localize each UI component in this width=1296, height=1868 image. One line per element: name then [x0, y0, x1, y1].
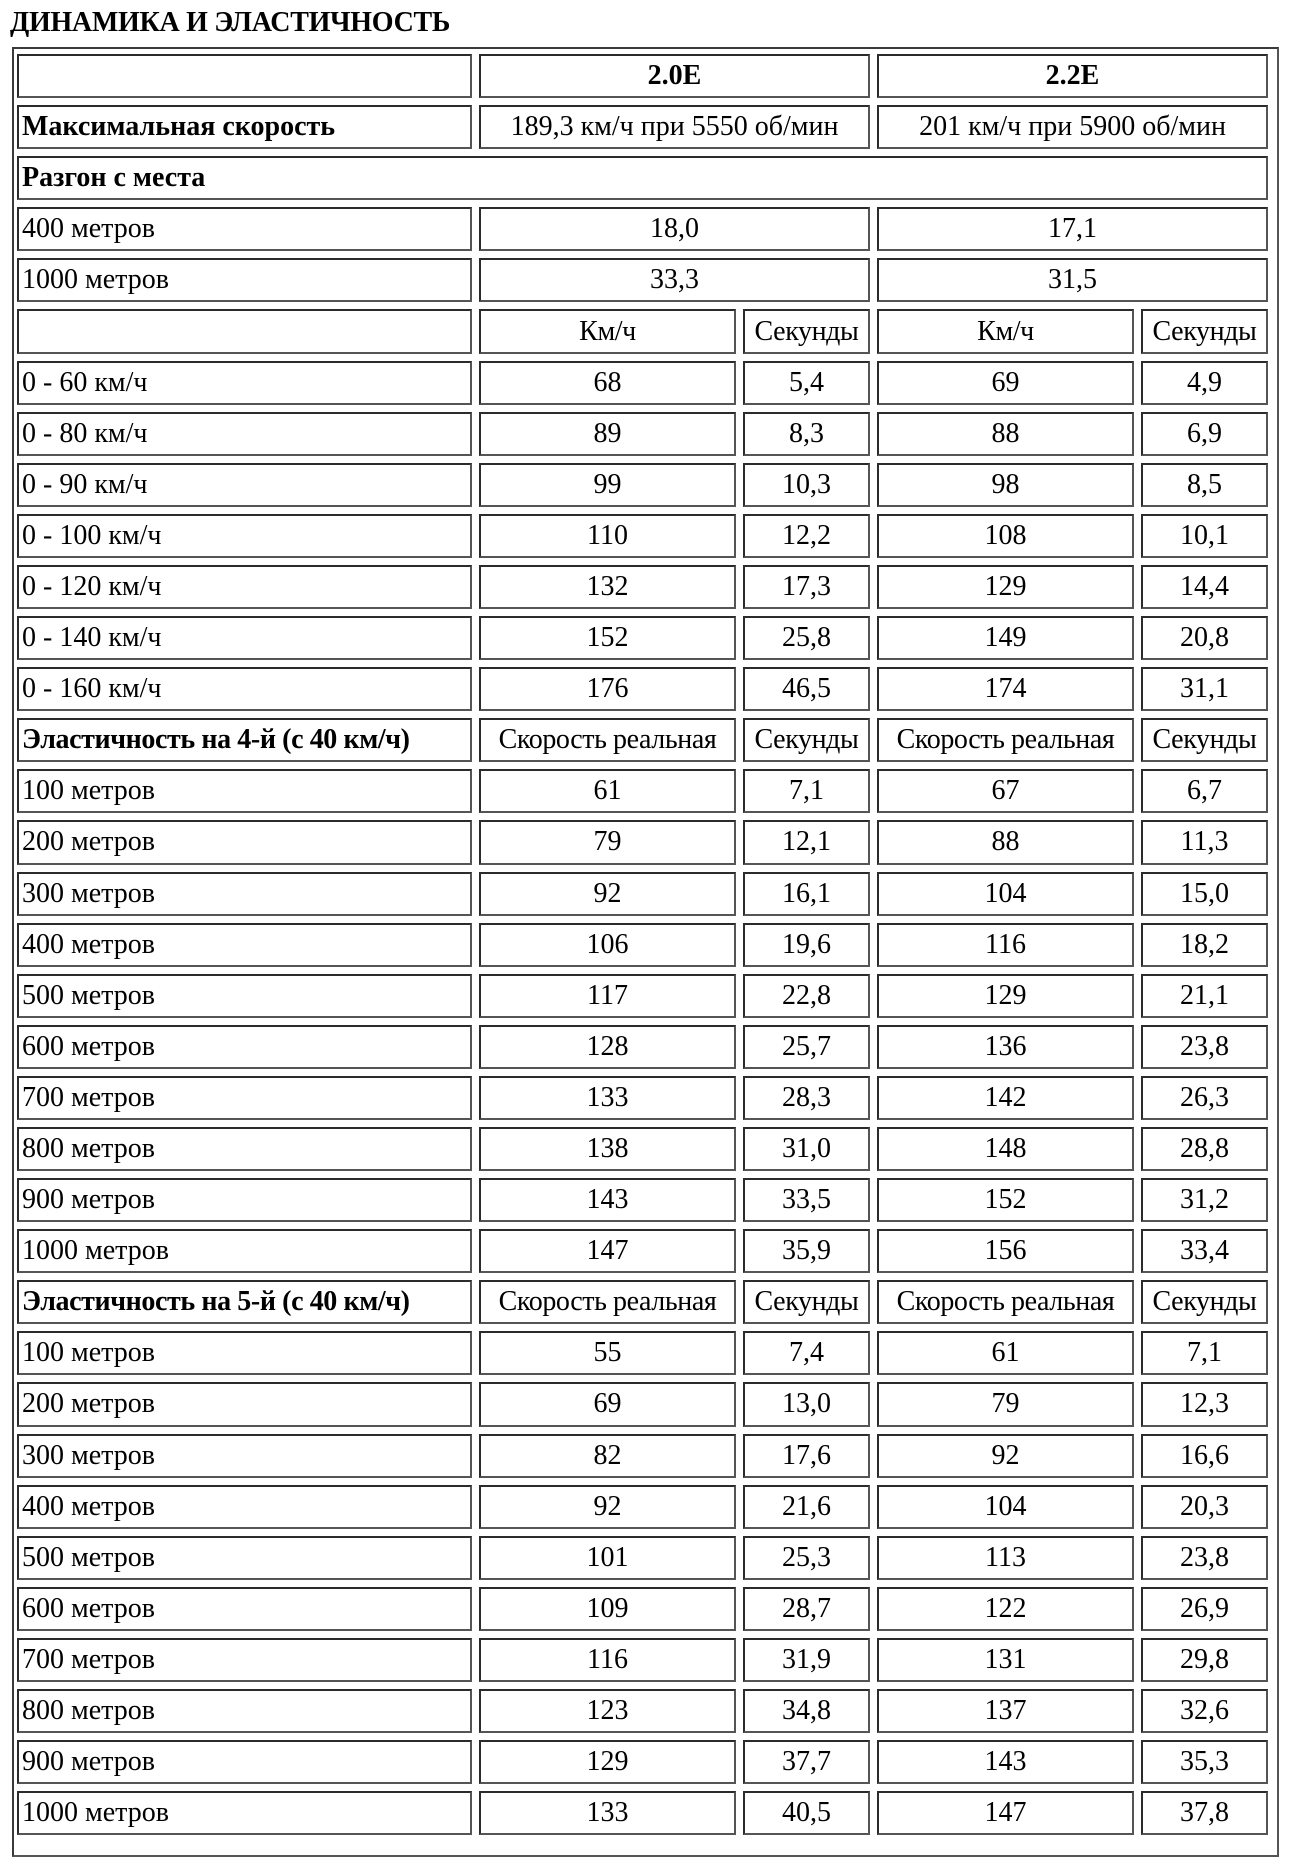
cell-value: 68 [479, 361, 736, 405]
row-label: 1000 метров [17, 258, 472, 302]
table-row [17, 1689, 1268, 1733]
column-header: Скорость реальная [479, 1280, 736, 1324]
cell-value: 18,2 [1141, 923, 1268, 967]
cell-value: 149 [877, 616, 1134, 660]
cell-value: 69 [877, 361, 1134, 405]
cell-value: 21,1 [1141, 974, 1268, 1018]
section-title: Разгон с места [17, 156, 1268, 200]
cell-value: 67 [877, 769, 1134, 813]
row-label: 0 - 140 км/ч [17, 616, 472, 660]
cell-value: 123 [479, 1689, 736, 1733]
cell-value: 147 [877, 1791, 1134, 1835]
cell-value: 88 [877, 820, 1134, 864]
cell-value: 31,5 [877, 258, 1268, 302]
cell-value: 16,6 [1141, 1434, 1268, 1478]
cell-value: 29,8 [1141, 1638, 1268, 1682]
cell-value: 189,3 км/ч при 5550 об/мин [479, 105, 870, 149]
corner-cell [17, 54, 472, 98]
cell-value: 37,8 [1141, 1791, 1268, 1835]
cell-value: 99 [479, 463, 736, 507]
max-speed-row [17, 105, 1268, 149]
cell-value: 31,1 [1141, 667, 1268, 711]
row-label: 100 метров [17, 1331, 472, 1375]
cell-value: 5,4 [743, 361, 870, 405]
cell-value: 92 [479, 1485, 736, 1529]
row-label: 800 метров [17, 1689, 472, 1733]
table-row [17, 923, 1268, 967]
cell-value: 31,0 [743, 1127, 870, 1171]
cell-value: 108 [877, 514, 1134, 558]
cell-value: 46,5 [743, 667, 870, 711]
cell-value: 79 [479, 820, 736, 864]
cell-value: 129 [877, 974, 1134, 1018]
column-header: Скорость реальная [877, 718, 1134, 762]
cell-value: 7,1 [743, 769, 870, 813]
table-row [17, 1536, 1268, 1580]
cell-value: 147 [479, 1229, 736, 1273]
row-label: 800 метров [17, 1127, 472, 1171]
dynamics-table-body [17, 54, 1268, 1835]
cell-value: 12,3 [1141, 1382, 1268, 1426]
row-label: 900 метров [17, 1178, 472, 1222]
column-header: Скорость реальная [877, 1280, 1134, 1324]
cell-value: 15,0 [1141, 872, 1268, 916]
table-row [17, 974, 1268, 1018]
cell-value: 131 [877, 1638, 1134, 1682]
cell-value: 101 [479, 1536, 736, 1580]
row-label: 0 - 160 км/ч [17, 667, 472, 711]
cell-value: 10,1 [1141, 514, 1268, 558]
row-label: 100 метров [17, 769, 472, 813]
section-title: Эластичность на 5-й (с 40 км/ч) [17, 1280, 472, 1324]
cell-value: 12,1 [743, 820, 870, 864]
table-row [17, 1740, 1268, 1784]
cell-value: 20,3 [1141, 1485, 1268, 1529]
cell-value: 174 [877, 667, 1134, 711]
section-title [17, 309, 472, 353]
row-label: 1000 метров [17, 1229, 472, 1273]
cell-value: 17,6 [743, 1434, 870, 1478]
cell-value: 8,5 [1141, 463, 1268, 507]
row-label: 0 - 100 км/ч [17, 514, 472, 558]
cell-value: 21,6 [743, 1485, 870, 1529]
cell-value: 110 [479, 514, 736, 558]
table-row [17, 820, 1268, 864]
model-header: 2.0E [479, 54, 870, 98]
cell-value: 4,9 [1141, 361, 1268, 405]
table-row [17, 1229, 1268, 1273]
table-row [17, 1331, 1268, 1375]
cell-value: 19,6 [743, 923, 870, 967]
cell-value: 89 [479, 412, 736, 456]
row-label: 300 метров [17, 872, 472, 916]
dynamics-table [10, 47, 1275, 1842]
cell-value: 55 [479, 1331, 736, 1375]
column-header: Секунды [743, 1280, 870, 1324]
cell-value: 117 [479, 974, 736, 1018]
cell-value: 201 км/ч при 5900 об/мин [877, 105, 1268, 149]
table-row [17, 1485, 1268, 1529]
cell-value: 6,7 [1141, 769, 1268, 813]
table-row [17, 667, 1268, 711]
cell-value: 61 [877, 1331, 1134, 1375]
cell-value: 16,1 [743, 872, 870, 916]
cell-value: 35,3 [1141, 1740, 1268, 1784]
cell-value: 40,5 [743, 1791, 870, 1835]
section-title: Эластичность на 4-й (с 40 км/ч) [17, 718, 472, 762]
cell-value: 17,1 [877, 207, 1268, 251]
cell-value: 20,8 [1141, 616, 1268, 660]
page-title: ДИНАМИКА И ЭЛАСТИЧНОСТЬ [10, 7, 451, 38]
cell-value: 176 [479, 667, 736, 711]
row-label: 700 метров [17, 1076, 472, 1120]
column-header: Км/ч [479, 309, 736, 353]
cell-value: 25,3 [743, 1536, 870, 1580]
cell-value: 10,3 [743, 463, 870, 507]
row-label: 0 - 120 км/ч [17, 565, 472, 609]
cell-value: 132 [479, 565, 736, 609]
row-label: 0 - 90 км/ч [17, 463, 472, 507]
row-label: 1000 метров [17, 1791, 472, 1835]
cell-value: 17,3 [743, 565, 870, 609]
row-label: 700 метров [17, 1638, 472, 1682]
cell-value: 25,8 [743, 616, 870, 660]
cell-value: 116 [479, 1638, 736, 1682]
section-header-row [17, 1280, 1268, 1324]
cell-value: 109 [479, 1587, 736, 1631]
column-header: Км/ч [877, 309, 1134, 353]
cell-value: 18,0 [479, 207, 870, 251]
cell-value: 152 [877, 1178, 1134, 1222]
cell-value: 33,4 [1141, 1229, 1268, 1273]
cell-value: 138 [479, 1127, 736, 1171]
row-label: 500 метров [17, 974, 472, 1018]
table-row [17, 1434, 1268, 1478]
cell-value: 61 [479, 769, 736, 813]
row-label: 0 - 60 км/ч [17, 361, 472, 405]
column-header: Секунды [1141, 1280, 1268, 1324]
cell-value: 11,3 [1141, 820, 1268, 864]
cell-value: 7,4 [743, 1331, 870, 1375]
cell-value: 33,5 [743, 1178, 870, 1222]
cell-value: 128 [479, 1025, 736, 1069]
cell-value: 129 [479, 1740, 736, 1784]
cell-value: 22,8 [743, 974, 870, 1018]
table-row [17, 207, 1268, 251]
cell-value: 34,8 [743, 1689, 870, 1733]
table-row [17, 1791, 1268, 1835]
cell-value: 6,9 [1141, 412, 1268, 456]
cell-value: 92 [479, 872, 736, 916]
row-label: 300 метров [17, 1434, 472, 1478]
cell-value: 35,9 [743, 1229, 870, 1273]
table-row [17, 1025, 1268, 1069]
section-header-row [17, 156, 1268, 200]
cell-value: 37,7 [743, 1740, 870, 1784]
cell-value: 31,9 [743, 1638, 870, 1682]
cell-value: 98 [877, 463, 1134, 507]
cell-value: 26,3 [1141, 1076, 1268, 1120]
cell-value: 143 [479, 1178, 736, 1222]
cell-value: 8,3 [743, 412, 870, 456]
cell-value: 25,7 [743, 1025, 870, 1069]
row-label: 600 метров [17, 1587, 472, 1631]
table-row [17, 1587, 1268, 1631]
cell-value: 129 [877, 565, 1134, 609]
section-header-row [17, 718, 1268, 762]
header-row [17, 54, 1268, 98]
cell-value: 152 [479, 616, 736, 660]
cell-value: 137 [877, 1689, 1134, 1733]
row-label: 400 метров [17, 923, 472, 967]
cell-value: 12,2 [743, 514, 870, 558]
column-header: Секунды [743, 309, 870, 353]
cell-value: 92 [877, 1434, 1134, 1478]
cell-value: 106 [479, 923, 736, 967]
cell-value: 28,7 [743, 1587, 870, 1631]
column-header: Секунды [743, 718, 870, 762]
table-row [17, 872, 1268, 916]
cell-value: 26,9 [1141, 1587, 1268, 1631]
model-header: 2.2E [877, 54, 1268, 98]
row-label: Максимальная скорость [17, 105, 472, 149]
cell-value: 133 [479, 1791, 736, 1835]
row-label: 200 метров [17, 1382, 472, 1426]
cell-value: 104 [877, 1485, 1134, 1529]
section-header-row [17, 309, 1268, 353]
column-header: Секунды [1141, 309, 1268, 353]
table-row [17, 514, 1268, 558]
cell-value: 13,0 [743, 1382, 870, 1426]
table-row [17, 412, 1268, 456]
cell-value: 28,8 [1141, 1127, 1268, 1171]
cell-value: 23,8 [1141, 1025, 1268, 1069]
cell-value: 28,3 [743, 1076, 870, 1120]
cell-value: 32,6 [1141, 1689, 1268, 1733]
cell-value: 7,1 [1141, 1331, 1268, 1375]
row-label: 500 метров [17, 1536, 472, 1580]
cell-value: 69 [479, 1382, 736, 1426]
row-label: 0 - 80 км/ч [17, 412, 472, 456]
cell-value: 136 [877, 1025, 1134, 1069]
table-row [17, 1638, 1268, 1682]
cell-value: 88 [877, 412, 1134, 456]
table-row [17, 258, 1268, 302]
table-row [17, 463, 1268, 507]
row-label: 900 метров [17, 1740, 472, 1784]
cell-value: 116 [877, 923, 1134, 967]
row-label: 400 метров [17, 1485, 472, 1529]
cell-value: 156 [877, 1229, 1134, 1273]
cell-value: 142 [877, 1076, 1134, 1120]
table-row [17, 565, 1268, 609]
cell-value: 133 [479, 1076, 736, 1120]
table-row [17, 616, 1268, 660]
table-row [17, 1076, 1268, 1120]
column-header: Секунды [1141, 718, 1268, 762]
row-label: 600 метров [17, 1025, 472, 1069]
cell-value: 113 [877, 1536, 1134, 1580]
table-row [17, 1127, 1268, 1171]
cell-value: 82 [479, 1434, 736, 1478]
table-row [17, 1382, 1268, 1426]
table-row [17, 361, 1268, 405]
cell-value: 104 [877, 872, 1134, 916]
cell-value: 79 [877, 1382, 1134, 1426]
cell-value: 14,4 [1141, 565, 1268, 609]
cell-value: 122 [877, 1587, 1134, 1631]
column-header: Скорость реальная [479, 718, 736, 762]
cell-value: 148 [877, 1127, 1134, 1171]
cell-value: 33,3 [479, 258, 870, 302]
table-row [17, 769, 1268, 813]
cell-value: 143 [877, 1740, 1134, 1784]
row-label: 200 метров [17, 820, 472, 864]
table-row [17, 1178, 1268, 1222]
row-label: 400 метров [17, 207, 472, 251]
cell-value: 23,8 [1141, 1536, 1268, 1580]
cell-value: 31,2 [1141, 1178, 1268, 1222]
